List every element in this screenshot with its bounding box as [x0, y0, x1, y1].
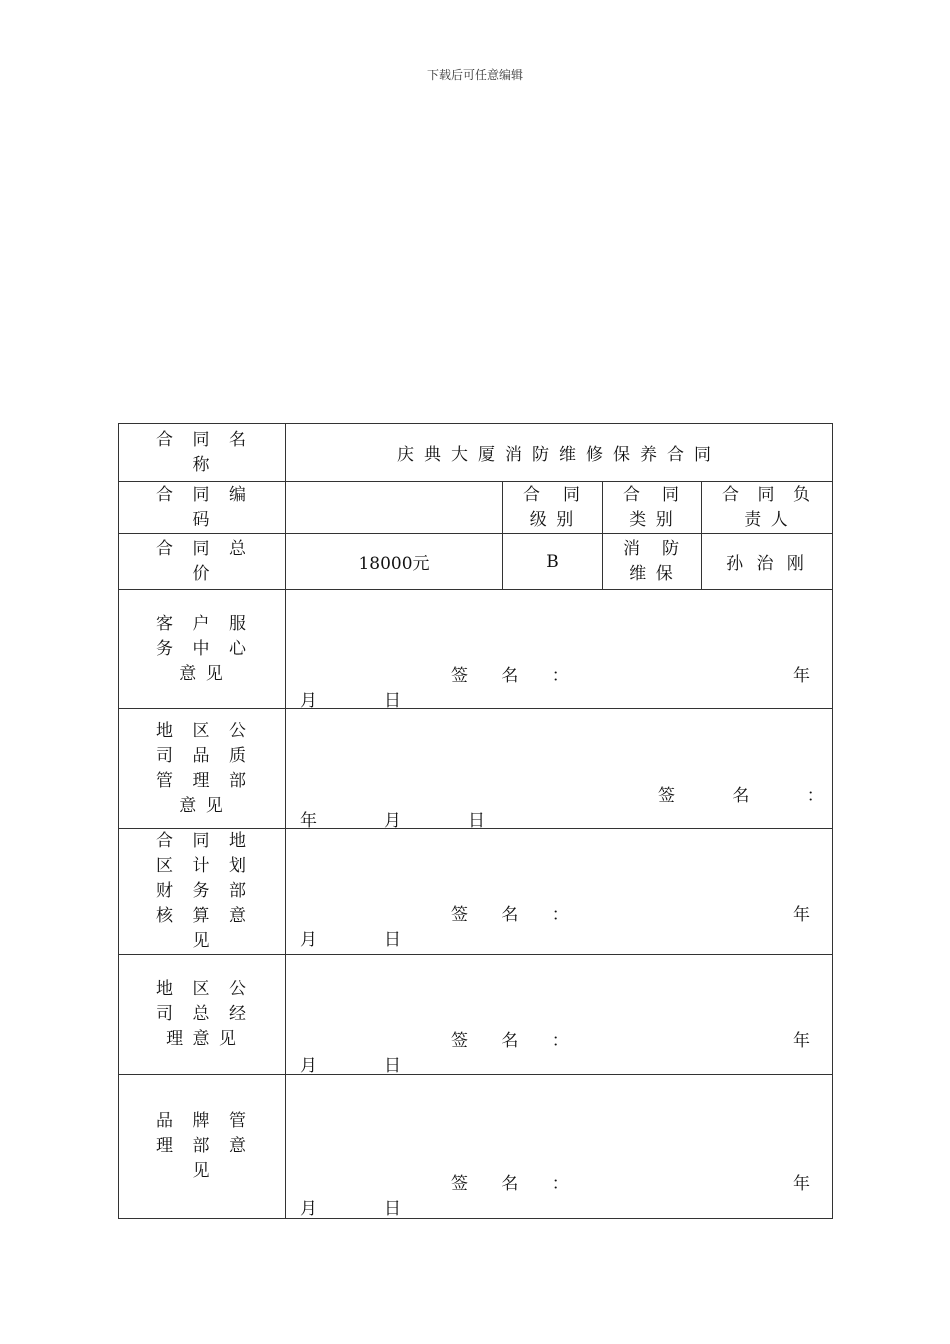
date-day: 日 [468, 811, 485, 831]
contract-name-label: 合 同 名 称 [156, 429, 248, 475]
row-contract-name [119, 424, 833, 482]
date-year: 年 [793, 666, 810, 686]
signature-label: 签 名 ： [658, 786, 850, 806]
contract-code-label-cell [119, 482, 286, 534]
opinion-area [286, 955, 833, 1075]
row-opinion-customer-service [119, 590, 833, 709]
contract-price-label: 合 同 总 价 [156, 538, 248, 584]
contract-owner-label: 合 同 负 责 人 [702, 482, 833, 534]
row-opinion-finance [119, 829, 833, 955]
contract-type-value: 消 防 维 保 [603, 534, 702, 590]
date-year: 年 [793, 1174, 810, 1194]
contract-owner-value: 孙 治 刚 [702, 534, 833, 590]
signature-label: 签 名 ： [451, 1031, 583, 1051]
header-note: 下载后可任意编辑 [426, 68, 523, 82]
opinion-label-cell [119, 955, 286, 1075]
date-day: 日 [384, 1199, 401, 1219]
date-year: 年 [300, 811, 317, 831]
opinion-label: 地 区 公 司 总 经 理 意 见 [156, 979, 248, 1049]
opinion-label: 合 同 地 区 计 划 财 务 部 核 算 意 见 [156, 831, 248, 951]
signature-label: 签 名 ： [451, 905, 583, 925]
contract-level-value: B [503, 534, 603, 590]
contract-name-value: 庆典大厦消防维修保养合同 [286, 424, 833, 482]
date-month: 月 [384, 811, 401, 831]
opinion-label-cell [119, 829, 286, 955]
opinion-area [286, 1075, 833, 1219]
date-day: 日 [384, 1056, 401, 1076]
row-opinion-general-manager [119, 955, 833, 1075]
opinion-area [286, 709, 850, 831]
contract-type-label: 合 同 类 别 [603, 482, 702, 534]
contract-name-label-cell [119, 424, 286, 482]
date-month: 月 [300, 691, 317, 711]
opinion-label: 地 区 公 司 品 质 管 理 部 意 见 [156, 720, 248, 816]
contract-code-label: 合 同 编 码 [156, 484, 248, 530]
date-day: 日 [384, 930, 401, 950]
contract-code-value [286, 482, 503, 534]
date-month: 月 [300, 1056, 317, 1076]
date-month: 月 [300, 930, 317, 950]
contract-form-table [118, 423, 850, 1219]
date-month: 月 [300, 1199, 317, 1219]
signature-label: 签 名 ： [451, 666, 583, 686]
opinion-label-cell [119, 590, 286, 709]
contract-level-label: 合 同 级 别 [503, 482, 603, 534]
opinion-label: 客 户 服 务 中 心 意 见 [156, 613, 248, 684]
opinion-area [286, 590, 833, 709]
opinion-area [286, 829, 833, 955]
contract-price-label-cell [119, 534, 286, 590]
date-year: 年 [793, 1031, 810, 1051]
opinion-label-cell [119, 709, 286, 829]
contract-price-value: 18000元 [286, 534, 503, 590]
opinion-label: 品 牌 管 理 部 意 见 [156, 1111, 248, 1181]
date-year: 年 [793, 905, 810, 925]
row-contract-price [119, 534, 833, 590]
row-opinion-brand [119, 1075, 833, 1219]
date-day: 日 [384, 691, 401, 711]
row-opinion-quality [119, 709, 833, 829]
row-contract-code [119, 482, 833, 534]
signature-label: 签 名 ： [451, 1174, 583, 1194]
opinion-label-cell [119, 1075, 286, 1219]
